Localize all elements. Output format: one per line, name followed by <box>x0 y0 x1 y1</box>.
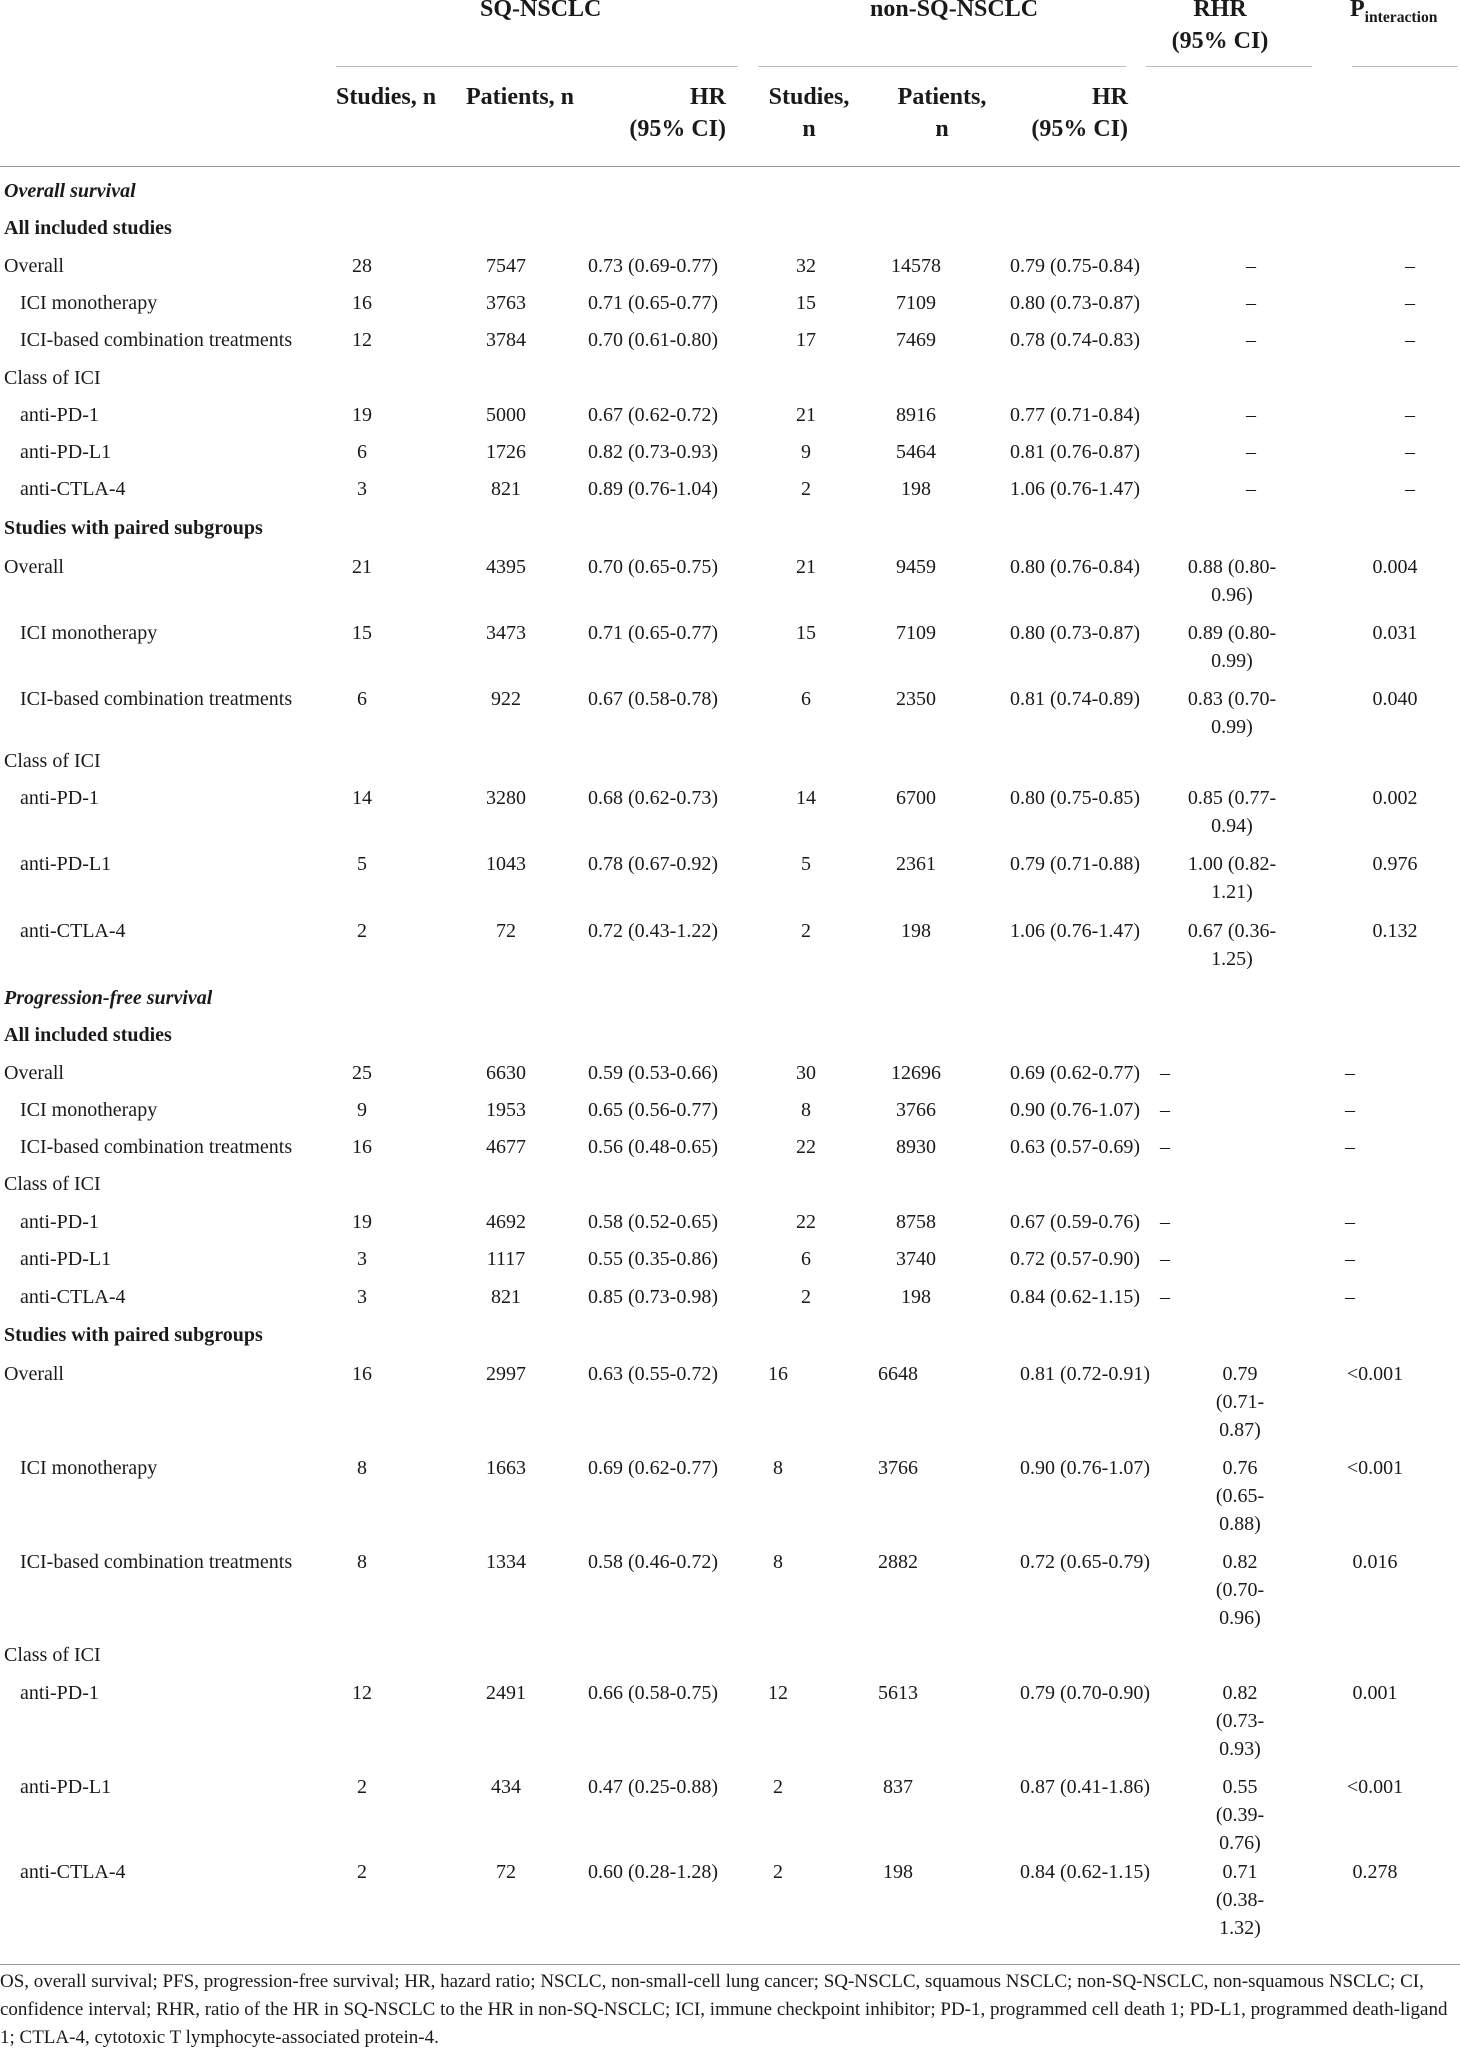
cell-sq-studies: 12 <box>352 1682 372 1704</box>
cell-sq-studies: 14 <box>352 787 372 809</box>
cell-sq-studies: 19 <box>352 1211 372 1233</box>
cell-sq-patients: 1043 <box>486 853 526 875</box>
subsection-pfs-all-studies: All included studies <box>4 1024 172 1046</box>
cell-sq-hr: 0.58 (0.52-0.65) <box>588 1211 718 1233</box>
row-label: Overall <box>4 556 64 578</box>
header-sq-studies: Studies, n <box>336 84 437 110</box>
cell-nonsq-hr: 0.69 (0.62-0.77) <box>1010 1062 1140 1084</box>
cell-nonsq-patients: 8930 <box>896 1136 936 1158</box>
cell-nonsq-patients: 198 <box>901 920 931 942</box>
cell-nonsq-patients: 198 <box>901 478 931 500</box>
cell-p-interaction: 0.001 <box>1352 1682 1398 1704</box>
cell-p-interaction: <0.001 <box>1346 1457 1404 1479</box>
rule-p-group <box>1352 66 1458 67</box>
cell-nonsq-patients: 14578 <box>891 255 941 277</box>
cell-nonsq-hr: 0.79 (0.70-0.90) <box>1020 1682 1150 1704</box>
cell-nonsq-studies: 30 <box>796 1062 816 1084</box>
cell-rhr-cont: (0.38- <box>1215 1889 1265 1911</box>
cell-rhr: – <box>1246 255 1256 277</box>
cell-sq-patients: 72 <box>496 920 516 942</box>
cell-sq-patients: 2491 <box>486 1682 526 1704</box>
cell-nonsq-hr: 1.06 (0.76-1.47) <box>1010 920 1140 942</box>
cell-nonsq-studies: 32 <box>796 255 816 277</box>
cell-p-interaction: – <box>1345 1062 1355 1084</box>
row-label: ICI monotherapy <box>20 1099 158 1121</box>
cell-sq-patients: 1117 <box>486 1248 526 1270</box>
cell-sq-patients: 821 <box>491 1286 521 1308</box>
cell-p-interaction: – <box>1345 1286 1355 1308</box>
rule-nonsq-group <box>758 66 1126 67</box>
cell-sq-studies: 8 <box>357 1457 367 1479</box>
cell-sq-studies: 8 <box>357 1551 367 1573</box>
cell-sq-patients: 434 <box>491 1776 521 1798</box>
cell-nonsq-studies: 5 <box>801 853 811 875</box>
cell-nonsq-studies: 2 <box>801 1286 811 1308</box>
cell-rhr: – <box>1160 1286 1170 1308</box>
cell-p-interaction: 0.976 <box>1372 853 1418 875</box>
cell-nonsq-studies: 8 <box>801 1099 811 1121</box>
row-label: Overall <box>4 1363 64 1385</box>
cell-sq-hr: 0.47 (0.25-0.88) <box>588 1776 718 1798</box>
cell-nonsq-hr: 0.90 (0.76-1.07) <box>1020 1457 1150 1479</box>
cell-sq-hr: 0.67 (0.62-0.72) <box>588 404 718 426</box>
cell-nonsq-studies: 2 <box>773 1776 783 1798</box>
cell-rhr-cont: 0.76) <box>1219 1832 1261 1854</box>
header-nonsq-hr: HR <box>1092 84 1128 110</box>
cell-rhr-cont: (0.70- <box>1215 1579 1265 1601</box>
cell-rhr: 0.82 <box>1222 1682 1258 1704</box>
cell-p-interaction: – <box>1405 292 1415 314</box>
cell-sq-hr: 0.55 (0.35-0.86) <box>588 1248 718 1270</box>
cell-rhr-cont: (0.65- <box>1215 1485 1265 1507</box>
cell-nonsq-studies: 2 <box>801 920 811 942</box>
cell-nonsq-studies: 2 <box>773 1861 783 1883</box>
cell-nonsq-studies: 21 <box>796 556 816 578</box>
cell-nonsq-patients: 7109 <box>896 622 936 644</box>
cell-nonsq-studies: 8 <box>773 1551 783 1573</box>
cell-nonsq-patients: 5464 <box>896 441 936 463</box>
cell-nonsq-patients: 837 <box>883 1776 913 1798</box>
cell-sq-studies: 28 <box>352 255 372 277</box>
header-rhr: RHR <box>1193 0 1247 22</box>
header-sq-hr-ci: (95% CI) <box>629 116 726 142</box>
header-nonsq-studies-n: n <box>802 116 816 142</box>
cell-sq-patients: 72 <box>496 1861 516 1883</box>
row-label: ICI-based combination treatments <box>20 1551 293 1573</box>
subsection-class-of-ici: Class of ICI <box>4 367 101 389</box>
cell-p-interaction: 0.016 <box>1352 1551 1398 1573</box>
cell-rhr: – <box>1160 1136 1170 1158</box>
row-label: anti-CTLA-4 <box>20 920 126 942</box>
cell-nonsq-patients: 2882 <box>878 1551 918 1573</box>
cell-sq-studies: 25 <box>352 1062 372 1084</box>
cell-sq-studies: 2 <box>357 1776 367 1798</box>
cell-nonsq-patients: 7109 <box>896 292 936 314</box>
cell-sq-studies: 19 <box>352 404 372 426</box>
cell-nonsq-hr: 0.72 (0.65-0.79) <box>1020 1551 1150 1573</box>
cell-sq-patients: 3784 <box>486 329 526 351</box>
subsection-pfs-paired: Studies with paired subgroups <box>4 1324 263 1346</box>
cell-nonsq-studies: 22 <box>796 1136 816 1158</box>
cell-sq-studies: 6 <box>357 441 367 463</box>
cell-rhr-cont: 1.32) <box>1219 1917 1261 1939</box>
cell-sq-patients: 2997 <box>486 1363 526 1385</box>
row-label: anti-PD-1 <box>20 1682 99 1704</box>
cell-nonsq-hr: 0.84 (0.62-1.15) <box>1020 1861 1150 1883</box>
cell-rhr-cont: 0.96) <box>1219 1607 1261 1629</box>
rule-rhr-group <box>1146 66 1312 67</box>
cell-sq-studies: 3 <box>357 478 367 500</box>
rule-table-bottom <box>0 1964 1460 1965</box>
cell-p-interaction: 0.004 <box>1372 556 1418 578</box>
cell-nonsq-hr: 0.79 (0.75-0.84) <box>1010 255 1140 277</box>
cell-nonsq-hr: 0.67 (0.59-0.76) <box>1010 1211 1140 1233</box>
cell-nonsq-hr: 0.80 (0.75-0.85) <box>1010 787 1140 809</box>
cell-nonsq-studies: 16 <box>768 1363 788 1385</box>
cell-sq-patients: 4395 <box>486 556 526 578</box>
cell-rhr-cont: 0.88) <box>1219 1513 1261 1535</box>
row-label: anti-CTLA-4 <box>20 1286 126 1308</box>
cell-rhr: 0.71 <box>1222 1861 1258 1883</box>
cell-nonsq-studies: 22 <box>796 1211 816 1233</box>
header-sq-patients: Patients, n <box>466 84 574 110</box>
row-label: ICI-based combination treatments <box>20 688 293 710</box>
cell-nonsq-studies: 21 <box>796 404 816 426</box>
section-progression-free-survival: Progression-free survival <box>4 987 213 1009</box>
cell-nonsq-hr: 1.06 (0.76-1.47) <box>1010 478 1140 500</box>
cell-nonsq-hr: 0.81 (0.72-0.91) <box>1020 1363 1150 1385</box>
cell-sq-hr: 0.72 (0.43-1.22) <box>588 920 718 942</box>
cell-nonsq-studies: 9 <box>801 441 811 463</box>
cell-sq-studies: 3 <box>357 1248 367 1270</box>
cell-rhr-cont: 1.25) <box>1211 948 1253 970</box>
header-rhr-ci: (95% CI) <box>1171 28 1269 54</box>
cell-rhr-cont: 0.94) <box>1211 815 1253 837</box>
cell-nonsq-studies: 2 <box>801 478 811 500</box>
header-p-sub: interaction <box>1364 9 1438 27</box>
cell-nonsq-patients: 2361 <box>896 853 936 875</box>
cell-sq-hr: 0.58 (0.46-0.72) <box>588 1551 718 1573</box>
row-label: anti-PD-L1 <box>20 853 112 875</box>
cell-rhr-cont: 0.93) <box>1219 1738 1261 1760</box>
cell-nonsq-patients: 3766 <box>896 1099 936 1121</box>
cell-nonsq-studies: 8 <box>773 1457 783 1479</box>
row-label: anti-CTLA-4 <box>20 478 126 500</box>
cell-p-interaction: 0.040 <box>1372 688 1418 710</box>
row-label: ICI-based combination treatments <box>20 1136 293 1158</box>
header-p-main: P <box>1350 0 1365 22</box>
cell-nonsq-studies: 12 <box>768 1682 788 1704</box>
cell-nonsq-patients: 5613 <box>878 1682 918 1704</box>
header-nonsq-patients-n: n <box>935 116 949 142</box>
cell-rhr: – <box>1246 404 1256 426</box>
subsection-class-of-ici: Class of ICI <box>4 1644 101 1666</box>
cell-rhr: 0.89 (0.80- <box>1187 622 1277 644</box>
rule-header-bottom <box>0 166 1460 167</box>
section-overall-survival: Overall survival <box>4 180 136 202</box>
cell-nonsq-hr: 0.81 (0.74-0.89) <box>1010 688 1140 710</box>
subsection-os-paired: Studies with paired subgroups <box>4 517 263 539</box>
cell-rhr-cont: 0.99) <box>1211 716 1253 738</box>
cell-nonsq-hr: 0.80 (0.73-0.87) <box>1010 292 1140 314</box>
cell-nonsq-patients: 2350 <box>896 688 936 710</box>
cell-sq-hr: 0.78 (0.67-0.92) <box>588 853 718 875</box>
cell-nonsq-patients: 6648 <box>878 1363 918 1385</box>
header-nonsq-studies: Studies, <box>768 84 850 110</box>
row-label: Overall <box>4 1062 64 1084</box>
cell-rhr-cont: 1.21) <box>1211 881 1253 903</box>
subsection-class-of-ici: Class of ICI <box>4 750 101 772</box>
row-label: anti-PD-1 <box>20 1211 99 1233</box>
cell-rhr: – <box>1160 1062 1170 1084</box>
cell-rhr: – <box>1160 1099 1170 1121</box>
cell-p-interaction: 0.031 <box>1372 622 1418 644</box>
cell-sq-hr: 0.70 (0.65-0.75) <box>588 556 718 578</box>
cell-nonsq-studies: 6 <box>801 1248 811 1270</box>
cell-nonsq-studies: 14 <box>796 787 816 809</box>
cell-sq-hr: 0.60 (0.28-1.28) <box>588 1861 718 1883</box>
row-label: ICI-based combination treatments <box>20 329 293 351</box>
cell-sq-hr: 0.82 (0.73-0.93) <box>588 441 718 463</box>
cell-nonsq-hr: 0.80 (0.76-0.84) <box>1010 556 1140 578</box>
cell-rhr: – <box>1160 1248 1170 1270</box>
cell-rhr: 0.67 (0.36- <box>1187 920 1277 942</box>
cell-sq-patients: 1726 <box>486 441 526 463</box>
row-label: anti-PD-1 <box>20 404 99 426</box>
cell-sq-patients: 1334 <box>486 1551 526 1573</box>
cell-nonsq-patients: 8916 <box>896 404 936 426</box>
cell-sq-hr: 0.63 (0.55-0.72) <box>588 1363 718 1385</box>
cell-sq-hr: 0.71 (0.65-0.77) <box>588 292 718 314</box>
cell-rhr: 0.79 <box>1222 1363 1258 1385</box>
cell-sq-studies: 21 <box>352 556 372 578</box>
cell-rhr: – <box>1246 329 1256 351</box>
cell-p-interaction: 0.132 <box>1372 920 1418 942</box>
cell-nonsq-hr: 0.78 (0.74-0.83) <box>1010 329 1140 351</box>
cell-nonsq-hr: 0.90 (0.76-1.07) <box>1010 1099 1140 1121</box>
cell-p-interaction: – <box>1405 478 1415 500</box>
cell-rhr: 0.85 (0.77- <box>1187 787 1277 809</box>
row-label: anti-PD-L1 <box>20 441 112 463</box>
cell-p-interaction: 0.002 <box>1372 787 1418 809</box>
cell-sq-hr: 0.69 (0.62-0.77) <box>588 1457 718 1479</box>
cell-rhr: 0.82 <box>1222 1551 1258 1573</box>
cell-sq-studies: 16 <box>352 1136 372 1158</box>
cell-rhr-cont: 0.87) <box>1219 1419 1261 1441</box>
cell-p-interaction: – <box>1405 329 1415 351</box>
cell-nonsq-patients: 9459 <box>896 556 936 578</box>
header-sq-nsclc: SQ-NSCLC <box>480 0 602 22</box>
cell-rhr-cont: 0.96) <box>1211 584 1253 606</box>
cell-nonsq-studies: 17 <box>796 329 816 351</box>
cell-sq-patients: 7547 <box>486 255 526 277</box>
table-footnote: OS, overall survival; PFS, progression-free survival; HR, hazard ratio; NSCLC, non-small-cell lung cancer; SQ-NSCLC, squamous NSCLC; non-SQ-NSCLC, non-squamous NSCLC; CI, confidence interval; RHR, ratio of the HR in SQ-NSCLC to the HR in non-SQ-NSCLC; ICI, immune checkpoint inhibitor; PD-1, programmed cell death 1; PD-L1, programmed death-ligand 1; CTLA-4, cytotoxic T lymphocyte-associated protein-4. <box>0 1971 1448 2048</box>
cell-sq-patients: 922 <box>491 688 521 710</box>
row-label: ICI monotherapy <box>20 292 158 314</box>
cell-sq-studies: 6 <box>357 688 367 710</box>
cell-sq-hr: 0.68 (0.62-0.73) <box>588 787 718 809</box>
cell-p-interaction: – <box>1345 1136 1355 1158</box>
cell-rhr-cont: 0.99) <box>1211 650 1253 672</box>
cell-sq-studies: 16 <box>352 1363 372 1385</box>
cell-sq-patients: 4677 <box>486 1136 526 1158</box>
cell-nonsq-hr: 0.77 (0.71-0.84) <box>1010 404 1140 426</box>
row-label: Overall <box>4 255 64 277</box>
cell-sq-hr: 0.73 (0.69-0.77) <box>588 255 718 277</box>
cell-p-interaction: – <box>1405 255 1415 277</box>
cell-rhr: 1.00 (0.82- <box>1187 853 1277 875</box>
cell-nonsq-patients: 3740 <box>896 1248 936 1270</box>
cell-nonsq-patients: 3766 <box>878 1457 918 1479</box>
subsection-os-all-studies: All included studies <box>4 217 172 239</box>
cell-sq-hr: 0.66 (0.58-0.75) <box>588 1682 718 1704</box>
cell-rhr: 0.83 (0.70- <box>1187 688 1277 710</box>
cell-p-interaction: 0.278 <box>1352 1861 1398 1883</box>
cell-rhr: – <box>1160 1211 1170 1233</box>
header-nonsq-patients: Patients, <box>897 84 987 110</box>
cell-rhr-cont: (0.73- <box>1215 1710 1265 1732</box>
row-label: anti-CTLA-4 <box>20 1861 126 1883</box>
cell-sq-patients: 6630 <box>486 1062 526 1084</box>
cell-sq-hr: 0.70 (0.61-0.80) <box>588 329 718 351</box>
row-label: ICI monotherapy <box>20 1457 158 1479</box>
cell-p-interaction: <0.001 <box>1346 1776 1404 1798</box>
cell-p-interaction: <0.001 <box>1346 1363 1404 1385</box>
cell-sq-patients: 3763 <box>486 292 526 314</box>
cell-sq-hr: 0.56 (0.48-0.65) <box>588 1136 718 1158</box>
cell-rhr-cont: (0.39- <box>1215 1804 1265 1826</box>
row-label: anti-PD-L1 <box>20 1776 112 1798</box>
cell-nonsq-patients: 6700 <box>896 787 936 809</box>
cell-nonsq-hr: 0.84 (0.62-1.15) <box>1010 1286 1140 1308</box>
cell-p-interaction: – <box>1405 441 1415 463</box>
cell-p-interaction: – <box>1405 404 1415 426</box>
cell-nonsq-studies: 15 <box>796 292 816 314</box>
cell-sq-patients: 1953 <box>486 1099 526 1121</box>
cell-sq-studies: 2 <box>357 920 367 942</box>
cell-sq-hr: 0.71 (0.65-0.77) <box>588 622 718 644</box>
cell-sq-patients: 3473 <box>486 622 526 644</box>
header-sq-hr: HR <box>690 84 726 110</box>
cell-rhr: – <box>1246 441 1256 463</box>
cell-sq-hr: 0.65 (0.56-0.77) <box>588 1099 718 1121</box>
cell-sq-studies: 3 <box>357 1286 367 1308</box>
cell-sq-hr: 0.85 (0.73-0.98) <box>588 1286 718 1308</box>
cell-rhr: – <box>1246 292 1256 314</box>
cell-sq-hr: 0.89 (0.76-1.04) <box>588 478 718 500</box>
cell-nonsq-hr: 0.87 (0.41-1.86) <box>1020 1776 1150 1798</box>
cell-sq-studies: 15 <box>352 622 372 644</box>
cell-rhr: – <box>1246 478 1256 500</box>
cell-nonsq-studies: 6 <box>801 688 811 710</box>
row-label: ICI monotherapy <box>20 622 158 644</box>
cell-sq-studies: 16 <box>352 292 372 314</box>
rule-sq-group <box>336 66 738 67</box>
cell-rhr: 0.55 <box>1222 1776 1258 1798</box>
subsection-class-of-ici: Class of ICI <box>4 1173 101 1195</box>
cell-sq-hr: 0.59 (0.53-0.66) <box>588 1062 718 1084</box>
cell-p-interaction: – <box>1345 1211 1355 1233</box>
cell-sq-studies: 9 <box>357 1099 367 1121</box>
cell-sq-studies: 2 <box>357 1861 367 1883</box>
cell-sq-patients: 4692 <box>486 1211 526 1233</box>
cell-nonsq-patients: 198 <box>883 1861 913 1883</box>
header-non-sq-nsclc: non-SQ-NSCLC <box>870 0 1039 22</box>
cell-nonsq-patients: 198 <box>901 1286 931 1308</box>
cell-p-interaction: – <box>1345 1248 1355 1270</box>
cell-sq-studies: 5 <box>357 853 367 875</box>
cell-sq-patients: 821 <box>491 478 521 500</box>
cell-nonsq-hr: 0.79 (0.71-0.88) <box>1010 853 1140 875</box>
cell-nonsq-patients: 12696 <box>891 1062 941 1084</box>
cell-rhr: 0.76 <box>1222 1457 1258 1479</box>
header-p-interaction <box>1350 0 1437 35</box>
cell-sq-patients: 3280 <box>486 787 526 809</box>
cell-sq-patients: 1663 <box>486 1457 526 1479</box>
cell-nonsq-hr: 0.63 (0.57-0.69) <box>1010 1136 1140 1158</box>
row-label: anti-PD-1 <box>20 787 99 809</box>
cell-nonsq-hr: 0.72 (0.57-0.90) <box>1010 1248 1140 1270</box>
cell-sq-hr: 0.67 (0.58-0.78) <box>588 688 718 710</box>
cell-nonsq-hr: 0.81 (0.76-0.87) <box>1010 441 1140 463</box>
cell-nonsq-hr: 0.80 (0.73-0.87) <box>1010 622 1140 644</box>
cell-nonsq-studies: 15 <box>796 622 816 644</box>
cell-nonsq-patients: 7469 <box>896 329 936 351</box>
cell-sq-patients: 5000 <box>486 404 526 426</box>
row-label: anti-PD-L1 <box>20 1248 112 1270</box>
cell-rhr: 0.88 (0.80- <box>1187 556 1277 578</box>
cell-sq-studies: 12 <box>352 329 372 351</box>
cell-rhr-cont: (0.71- <box>1215 1391 1265 1413</box>
header-nonsq-hr-ci: (95% CI) <box>1031 116 1128 142</box>
cell-nonsq-patients: 8758 <box>896 1211 936 1233</box>
cell-p-interaction: – <box>1345 1099 1355 1121</box>
